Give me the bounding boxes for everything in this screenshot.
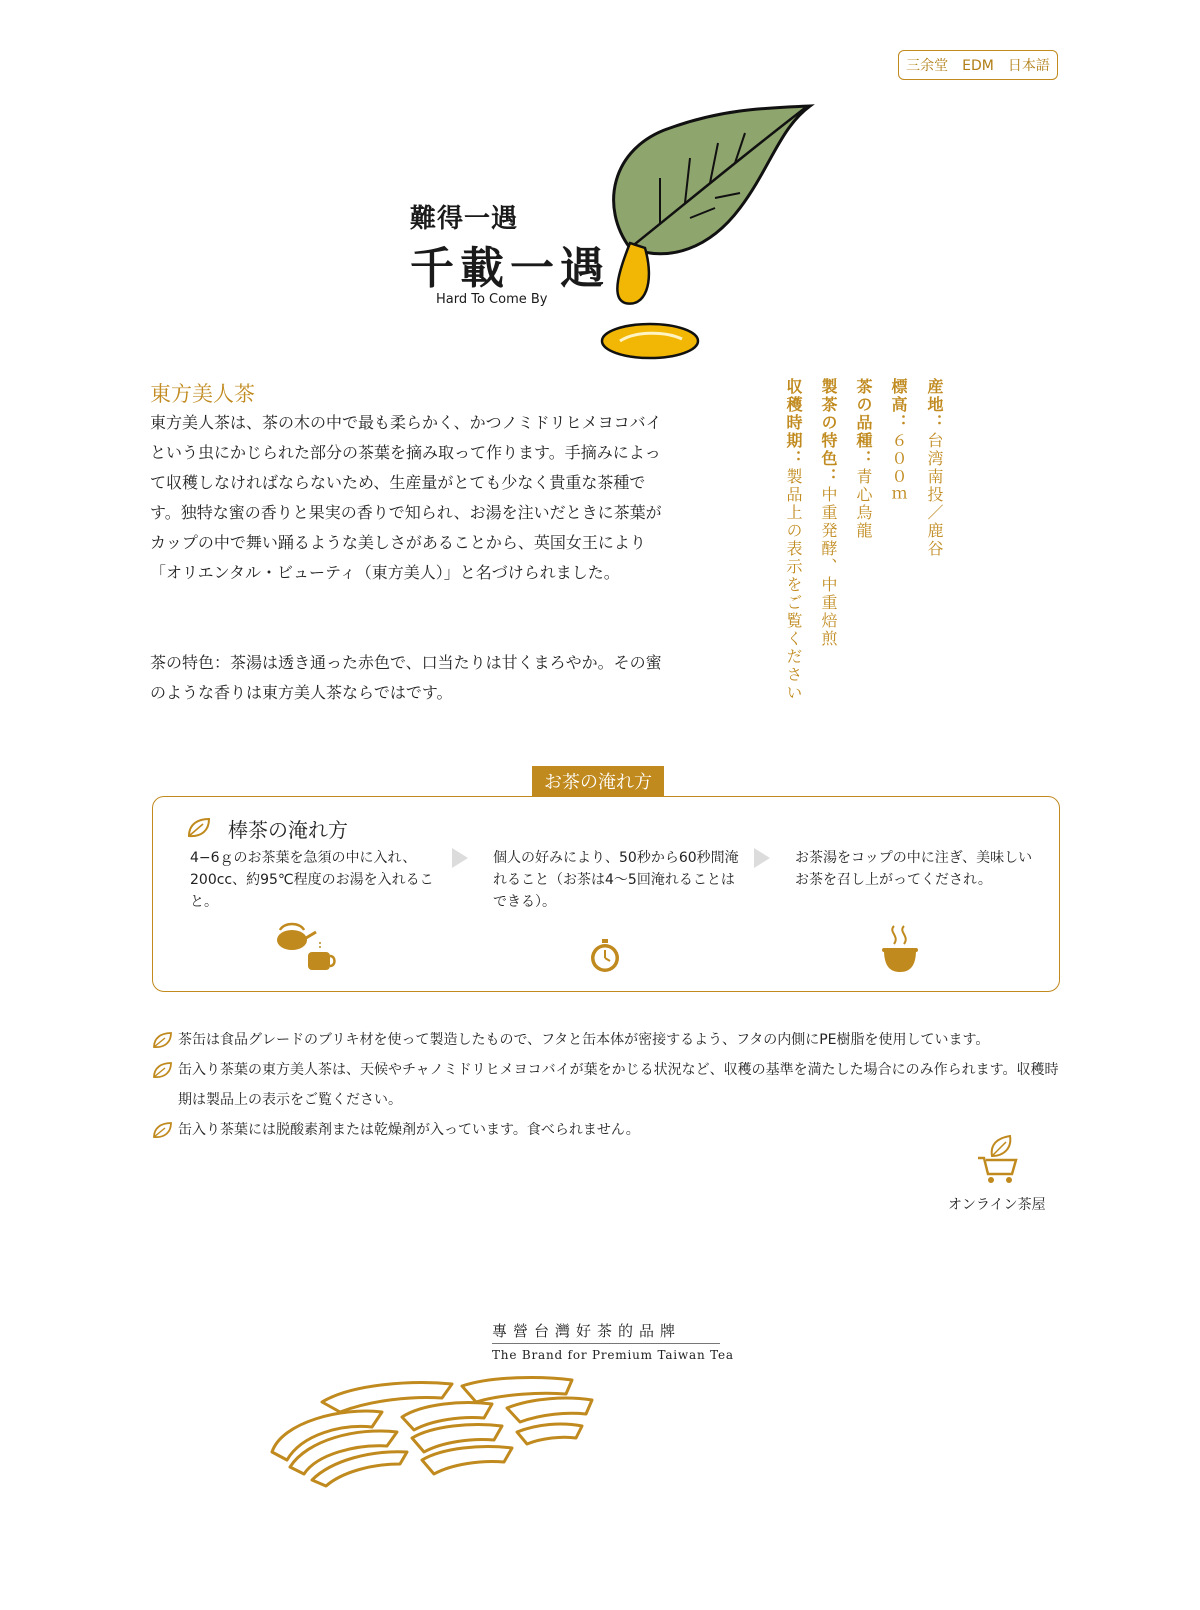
tea-description: 東方美人茶は、茶の木の中で最も柔らかく、かつノミドリヒメヨコバイという虫にかじられた部分の茶葉を摘み取って作ります。手摘みによって収穫しなければならないため、生産量がとても少なく貴重な茶種です。独特な蜜の香りと果実の香りで知られ、お湯を注いだときに茶葉がカップの中で舞い踊るような美しさがあることから、英国女王により「オリエンタル・ビューティ（東方美人）」と名づけられました。 — [150, 413, 662, 582]
logo-line2: 千載一遇 — [410, 243, 610, 294]
tea-title: 東方美人茶 — [150, 382, 255, 406]
brew-step-3: お茶湯をコップの中に注ぎ、美味しいお茶を召し上がってくだされ。 — [795, 850, 1033, 888]
online-shop-link[interactable]: オンライン茶屋 — [948, 1197, 1046, 1213]
tea-leaf-icon — [614, 106, 810, 254]
brand-divider — [492, 1343, 720, 1344]
note-item — [152, 1055, 1072, 1115]
leaf-bullet-icon — [152, 1061, 174, 1081]
timer-icon — [588, 938, 622, 974]
brand-tagline-en: The Brand for Premium Taiwan Tea — [492, 1348, 734, 1362]
brewing-section-label: お茶の淹れ方 — [532, 766, 664, 796]
leaf-bullet-icon — [152, 1031, 174, 1051]
spec-harvest: 収穫時期：製品上の表示をご覧ください — [784, 378, 803, 702]
language-badge[interactable]: 三余堂 EDM 日本語 — [898, 50, 1058, 80]
brand-leaf-logo — [262, 1372, 602, 1502]
honey-drop-icon — [602, 243, 698, 358]
shopping-cart-icon[interactable] — [976, 1134, 1020, 1186]
brew-step-2: 個人の好みにより、50秒から60秒間淹れること（お茶は4〜5回淹れることはできる）。 — [493, 850, 739, 910]
logo-english: Hard To Come By — [436, 292, 548, 307]
steaming-cup-icon — [880, 922, 920, 976]
note-text: 缶入り茶葉には脱酸素剤または乾燥剤が入っています。食べられません。 — [178, 1122, 640, 1138]
brewing-title: 棒茶の淹れ方 — [228, 818, 348, 842]
leaf-icon — [186, 816, 212, 840]
note-item — [152, 1025, 1072, 1055]
brew-step-1: 4−6ｇのお茶葉を急須の中に入れ、200cc、約95℃程度のお湯を入れること。 — [190, 850, 434, 910]
teapot-icon — [270, 920, 336, 976]
tea-characteristics: 茶の特色：茶湯は透き通った赤色で、口当たりは甘くまろやか。その蜜のような香りは東方美人茶ならではです。 — [150, 653, 662, 702]
step-arrow-icon — [452, 848, 468, 868]
leaf-honey-illustration — [590, 98, 820, 368]
note-text: 缶入り茶葉の東方美人茶は、天候やチャノミドリヒメヨコバイが葉をかじる状況など、収穫の基準を満たした場合にのみ作られます。収穫時期は製品上の表示をご覧ください。 — [178, 1062, 1059, 1108]
note-text: 茶缶は食品グレードのブリキ材を使って製造したもので、フタと缶本体が密接するよう、フタの内側にPE樹脂を使用しています。 — [178, 1032, 990, 1048]
spec-altitude: 標高：６００ｍ — [889, 378, 908, 504]
logo-line1: 難得一遇 — [410, 204, 519, 234]
brand-tagline-zh: 專營台灣好茶的品牌 — [492, 1322, 682, 1340]
note-item — [152, 1115, 1072, 1145]
step-arrow-icon — [754, 848, 770, 868]
spec-origin: 産地：台湾南投／鹿谷 — [925, 378, 944, 558]
leaf-bullet-icon — [152, 1121, 174, 1141]
spec-processing: 製茶の特色：中重発酵、中重焙煎 — [819, 378, 838, 648]
spec-variety: 茶の品種：青心烏龍 — [854, 378, 873, 540]
